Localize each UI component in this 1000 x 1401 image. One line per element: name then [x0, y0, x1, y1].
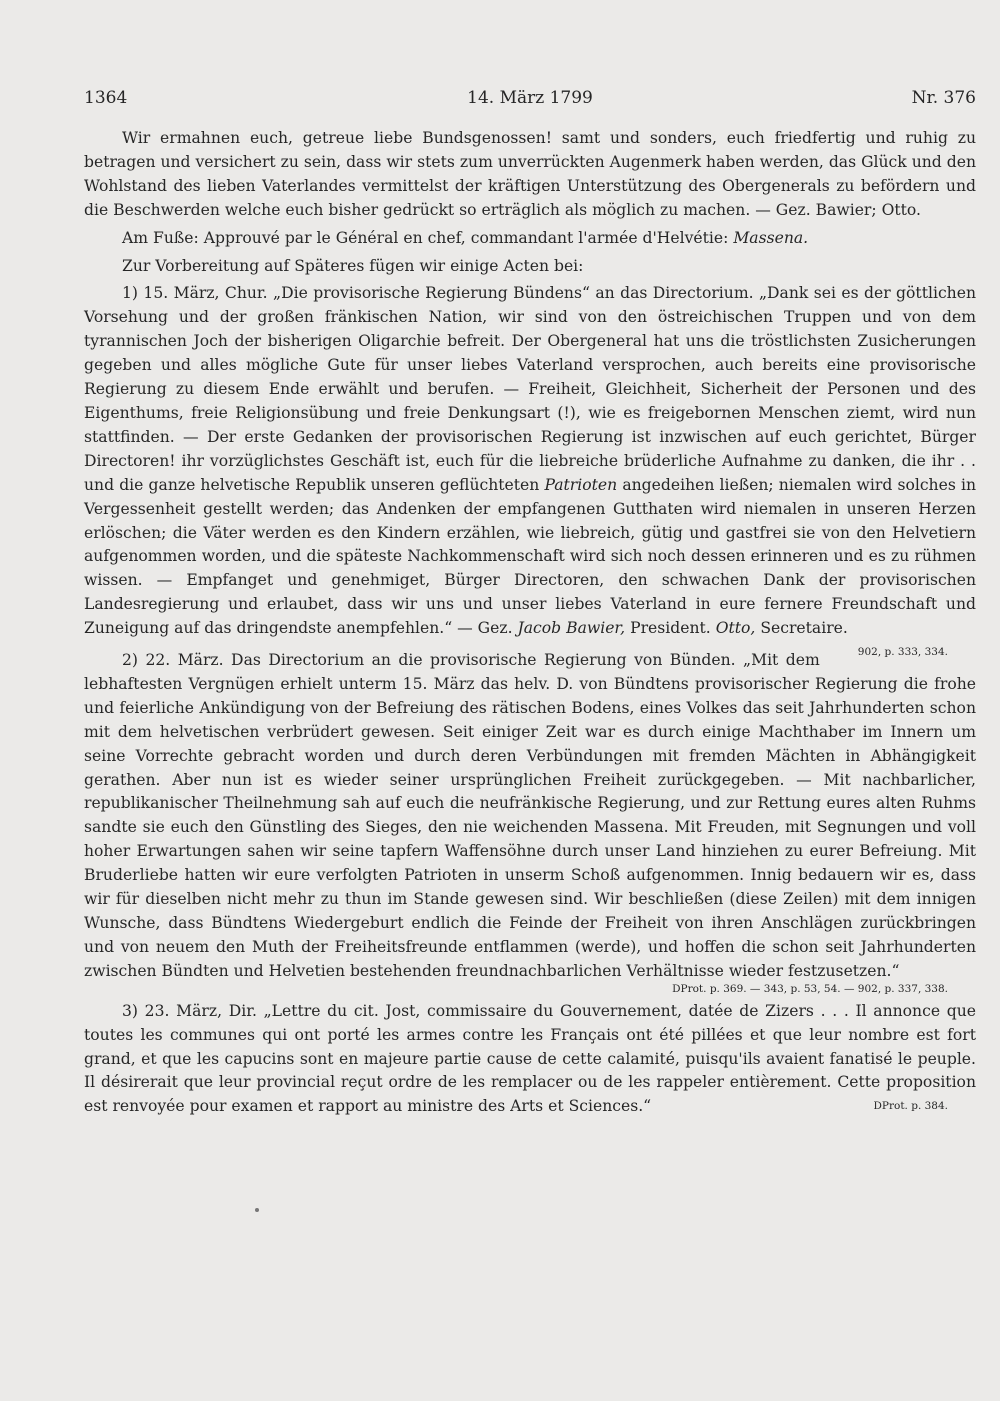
- act-1-text-b: angedeihen ließen; niemalen wird solches in Vergessenheit gestellt werden; das Andenken der empfangenen Gutthaten wird niemalen in unseren Herzen erlöschen; die Väter werden es den Kindern erzählen, wie liebreich, gütig und gastfrei sie von den Helvetiern aufgenommen worden, und die späteste Nachkommenschaft wird sich noch dessen erinneren und es zu rühmen wissen. — Empfanget und genehmiget, Bürger Directoren, den schwachen Dank der provisorischen Landesregierung und erlaubet, dass wir uns und unser liebes Vaterland in eure fernere Freundschaft und Zuneigung auf das dringendste anempfehlen.“ — Gez.: [84, 475, 976, 638]
- approval-text: Am Fuße: Approuvé par le Général en chef, commandant l'armée d'Helvétie:: [122, 228, 734, 247]
- paragraph-act-1: [84, 282, 976, 659]
- paragraph-approval: [84, 227, 976, 251]
- act-1-signature-bawier: Jacob Bawier,: [517, 619, 626, 638]
- paragraph-act-3: [84, 1000, 976, 1120]
- act-2-reference: DProt. p. 369. — 343, p. 53, 54. — 902, p. 337, 338.: [672, 982, 948, 995]
- act-1-signature-otto: Otto,: [715, 619, 756, 638]
- act-1-patrioten: Patrioten: [544, 475, 618, 494]
- paragraph-proclamation: Wir ermahnen euch, getreue liebe Bundsgenossen! samt und sonders, euch friedfertig und ruhig zu betragen und versichert zu sein, dass wir stets zum unverrückten Augenmerk haben werden, das Glück und den Wohlstand des lieben Vaterlandes vermittelst der kräftigen Unterstützung des Obergenerals zu befördern und die Beschwerden welche euch bisher gedrückt so erträglich als möglich zu machen. — Gez. Bawier; Otto.: [84, 129, 976, 219]
- running-head: [84, 88, 976, 114]
- act-3-text: 3) 23. März, Dir. „Lettre du cit. Jost, commissaire du Gouvernement, datée de Zizers . . . Il annonce que toutes les communes qui ont porté les armes contre les Français ont été pillées et que leur nombre est fort grand, et que les capucins sont en majeure partie cause de cette calamité, puisqu'ils avaient fanatisé le peuple. Il désirerait que leur provincial reçut ordre de les remplacer ou de les rappeler entièrement. Cette proposition est renvoyée pour examen et rapport au ministre des Arts et Sciences.“: [84, 1001, 976, 1116]
- page-date-heading: 14. März 1799: [467, 88, 593, 108]
- paragraph-preparation: Zur Vorbereitung auf Späteres fügen wir einige Acten bei:: [122, 256, 584, 275]
- paragraph-act-2: 2) 22. März. Das Directorium an die provisorische Regierung von Bünden. „Mit dem lebhaftesten Vergnügen erhielt unterm 15. März das helv. D. von Bündtens provisorischer Regierung die frohe und feierliche Ankündigung von der Befreiung des rätischen Bodens, eines Volkes das seit Jahrhunderten schon mit dem helvetischen verbrüdert gewesen. Seit einiger Zeit war es durch einige Machthaber im Innern um seine Vorrechte gebracht worden und durch deren Verbündungen mit fremden Mächten in Abhängigkeit gerathen. Aber nun ist es wieder seiner ursprünglichen Freiheit zurückgegeben. — Mit nachbarlicher, republikanischer Theilnehmung sah auf euch die neufränkische Regierung, und zur Rettung eures alten Ruhms sandte sie euch den Günstling des Sieges, den nie weichenden Massena. Mit Freuden, mit Segnungen und voll hoher Erwartungen sahen wir seine tapfern Waffensöhne durch unser Land hinziehen zu eurer Befreiung. Mit Bruderliebe hatten wir eure verfolgten Patrioten in unserm Schoß aufgenommen. Innig bedauern wir es, dass wir für dieselben nicht mehr zu thun im Stande gewesen sind. Wir beschließen (diese Zeilen) mit dem innigen Wunsche, dass Bündtens Wiedergeburt endlich die Feinde der Freiheit von ihren Anschlägen zurückbringen und von neuem den Muth der Freiheitsfreunde entflammen (werde), und hoffen die schon seit Jahrhunderten zwischen Bündten und Helvetien bestehenden freundnachbarlichen Verhältnisse wieder festzusetzen.“: [84, 651, 976, 980]
- document-number: Nr. 376: [911, 88, 976, 108]
- act-1-text-d: Secretaire.: [755, 619, 848, 638]
- approval-signatory: Massena.: [733, 228, 809, 247]
- page-number: 1364: [84, 88, 128, 108]
- act-1-text-a: 1) 15. März, Chur. „Die provisorische Regierung Bündens“ an das Directorium. „Dank sei es der göttlichen Vorsehung und der großen fränkischen Nation, wir sind von den östreichischen Truppen und von dem tyrannischen Joch der bisherigen Oligarchie befreit. Der Obergeneral hat uns die tröstlichsten Zusicherungen gegeben und alles mögliche Gute für unser liebes Vaterland versprochen, auch bereits eine provisorische Regierung zu diesem Ende erwählt und berufen. — Freiheit, Gleichheit, Sicherheit der Personen und des Eigenthums, freie Religionsübung und freie Denkungsart (!), wie es freigebornen Menschen ziemt, wird nun stattfinden. — Der erste Gedanken der provisorischen Regierung ist inzwischen auf euch gerichtet, Bürger Directoren! ihr vorzüglichstes Geschäft ist, euch für die liebreiche brüderliche Aufnahme zu danken, die ihr . . und die ganze helvetische Republik unseren geflüchteten: [84, 284, 976, 494]
- act-1-text-c: President.: [625, 619, 716, 638]
- act-3-reference: DProt. p. 384.: [873, 1100, 948, 1113]
- paper-speck: [255, 1208, 259, 1212]
- act-1-reference: 902, p. 333, 334.: [857, 646, 948, 659]
- body-text: [84, 127, 976, 1119]
